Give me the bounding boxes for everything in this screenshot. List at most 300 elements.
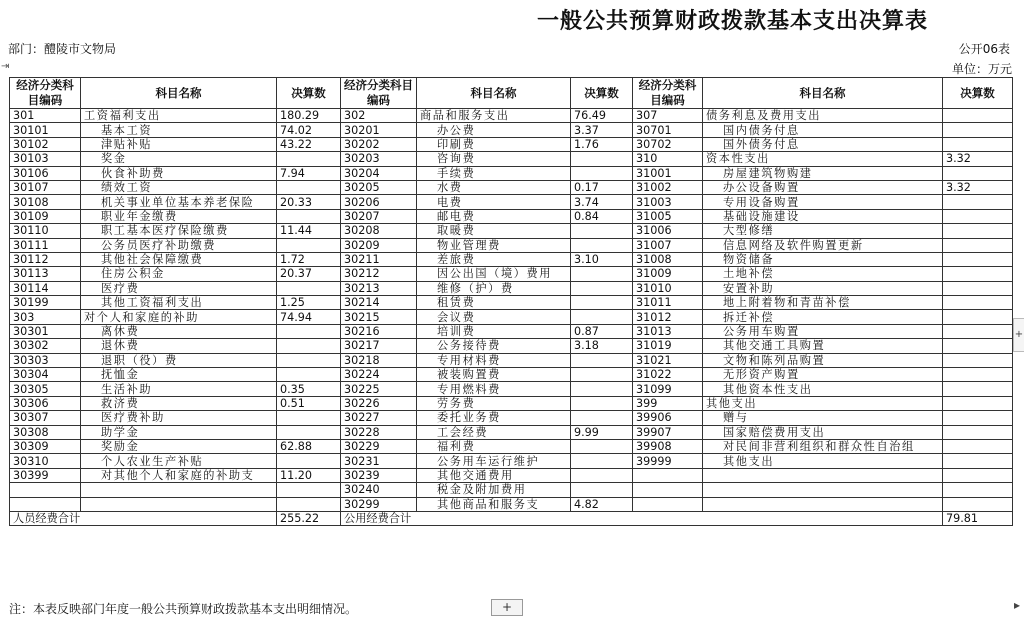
expenditure-table <box>9 77 1013 526</box>
name-cell: 资本性支出 <box>703 152 943 166</box>
table-row <box>10 454 1013 468</box>
header-name: 科目名称 <box>417 78 571 109</box>
amount-cell: 11.20 <box>277 468 341 482</box>
amount-cell <box>571 353 633 367</box>
code-cell: 30108 <box>10 195 81 209</box>
name-cell: 对民间非营利组织和群众性自治组 <box>703 439 943 453</box>
table-row <box>10 411 1013 425</box>
name-cell <box>703 483 943 497</box>
amount-cell <box>943 497 1013 511</box>
table-row <box>10 224 1013 238</box>
amount-cell: 20.33 <box>277 195 341 209</box>
code-cell: 30399 <box>10 468 81 482</box>
name-cell: 离休费 <box>81 324 277 338</box>
code-cell: 30213 <box>341 281 417 295</box>
name-cell: 无形资产购置 <box>703 368 943 382</box>
table-header-row <box>10 78 1013 109</box>
code-cell: 30204 <box>341 166 417 180</box>
name-cell: 奖励金 <box>81 439 277 453</box>
amount-cell: 0.84 <box>571 209 633 223</box>
code-cell: 30239 <box>341 468 417 482</box>
name-cell: 电费 <box>417 195 571 209</box>
name-cell: 地上附着物和青苗补偿 <box>703 296 943 310</box>
amount-cell: 3.37 <box>571 123 633 137</box>
table-row <box>10 396 1013 410</box>
page-title: 一般公共预算财政拨款基本支出决算表 <box>536 9 928 34</box>
code-cell: 31008 <box>633 252 703 266</box>
code-cell: 30310 <box>10 454 81 468</box>
code-cell: 30208 <box>341 224 417 238</box>
name-cell: 基础设施建设 <box>703 209 943 223</box>
amount-cell: 1.72 <box>277 252 341 266</box>
name-cell: 物资储备 <box>703 252 943 266</box>
name-cell: 公务员医疗补助缴费 <box>81 238 277 252</box>
code-cell: 30112 <box>10 252 81 266</box>
amount-cell <box>943 454 1013 468</box>
amount-cell: 3.32 <box>943 180 1013 194</box>
code-cell: 30114 <box>10 281 81 295</box>
amount-cell: 1.25 <box>277 296 341 310</box>
name-cell: 其他资本性支出 <box>703 382 943 396</box>
amount-cell <box>943 382 1013 396</box>
amount-cell <box>571 166 633 180</box>
code-cell: 30212 <box>341 267 417 281</box>
code-cell: 31006 <box>633 224 703 238</box>
table-row <box>10 310 1013 324</box>
public-total-value: 79.81 <box>943 511 1013 525</box>
amount-cell: 3.10 <box>571 252 633 266</box>
code-cell: 30216 <box>341 324 417 338</box>
amount-cell: 180.29 <box>277 109 341 123</box>
amount-cell <box>277 368 341 382</box>
code-cell: 30206 <box>341 195 417 209</box>
code-cell: 30217 <box>341 339 417 353</box>
name-cell: 工资福利支出 <box>81 109 277 123</box>
code-cell: 30308 <box>10 425 81 439</box>
amount-cell <box>571 368 633 382</box>
amount-cell <box>571 411 633 425</box>
amount-cell: 3.32 <box>943 152 1013 166</box>
name-cell: 房屋建筑物购建 <box>703 166 943 180</box>
name-cell: 其他工资福利支出 <box>81 296 277 310</box>
amount-cell <box>277 324 341 338</box>
name-cell: 大型修缮 <box>703 224 943 238</box>
name-cell: 国内债务付息 <box>703 123 943 137</box>
amount-cell <box>943 252 1013 266</box>
amount-cell: 7.94 <box>277 166 341 180</box>
code-cell: 31007 <box>633 238 703 252</box>
name-cell: 被装购置费 <box>417 368 571 382</box>
name-cell: 拆迁补偿 <box>703 310 943 324</box>
code-cell: 399 <box>633 396 703 410</box>
amount-cell <box>571 296 633 310</box>
amount-cell <box>571 152 633 166</box>
amount-cell <box>943 209 1013 223</box>
code-cell: 30701 <box>633 123 703 137</box>
personnel-total-label: 人员经费合计 <box>10 511 277 525</box>
name-cell: 手续费 <box>417 166 571 180</box>
amount-cell <box>277 281 341 295</box>
code-cell <box>633 497 703 511</box>
add-sheet-button[interactable]: + <box>491 599 523 616</box>
amount-cell <box>943 166 1013 180</box>
public-total-label: 公用经费合计 <box>341 511 943 525</box>
code-cell: 30307 <box>10 411 81 425</box>
amount-cell <box>943 439 1013 453</box>
name-cell: 商品和服务支出 <box>417 109 571 123</box>
code-cell: 30101 <box>10 123 81 137</box>
code-cell: 30113 <box>10 267 81 281</box>
amount-cell <box>277 209 341 223</box>
header-amount: 决算数 <box>943 78 1013 109</box>
code-cell: 30299 <box>341 497 417 511</box>
table-row <box>10 439 1013 453</box>
code-cell: 301 <box>10 109 81 123</box>
code-cell: 31005 <box>633 209 703 223</box>
amount-cell: 0.87 <box>571 324 633 338</box>
table-row <box>10 324 1013 338</box>
name-cell <box>81 497 277 511</box>
table-row <box>10 137 1013 151</box>
code-cell: 30110 <box>10 224 81 238</box>
table-row <box>10 339 1013 353</box>
name-cell: 物业管理费 <box>417 238 571 252</box>
name-cell: 取暖费 <box>417 224 571 238</box>
code-cell: 31019 <box>633 339 703 353</box>
code-cell: 30203 <box>341 152 417 166</box>
amount-cell: 3.74 <box>571 195 633 209</box>
totals-row <box>10 511 1013 525</box>
table-row <box>10 497 1013 511</box>
code-cell: 39908 <box>633 439 703 453</box>
name-cell: 专用设备购置 <box>703 195 943 209</box>
name-cell: 公务用车运行维护 <box>417 454 571 468</box>
amount-cell <box>571 454 633 468</box>
table-row <box>10 353 1013 367</box>
amount-cell: 43.22 <box>277 137 341 151</box>
code-cell: 39907 <box>633 425 703 439</box>
code-cell: 31003 <box>633 195 703 209</box>
amount-cell: 62.88 <box>277 439 341 453</box>
amount-cell <box>943 468 1013 482</box>
code-cell: 30224 <box>341 368 417 382</box>
name-cell: 医疗费 <box>81 281 277 295</box>
amount-cell <box>571 382 633 396</box>
name-cell: 退职（役）费 <box>81 353 277 367</box>
code-cell: 39999 <box>633 454 703 468</box>
name-cell: 其他交通工具购置 <box>703 339 943 353</box>
amount-cell: 20.37 <box>277 267 341 281</box>
amount-cell <box>943 483 1013 497</box>
name-cell: 其他商品和服务支 <box>417 497 571 511</box>
name-cell: 医疗费补助 <box>81 411 277 425</box>
name-cell: 津贴补贴 <box>81 137 277 151</box>
code-cell: 30215 <box>341 310 417 324</box>
code-cell: 30103 <box>10 152 81 166</box>
amount-cell <box>943 396 1013 410</box>
code-cell <box>10 483 81 497</box>
amount-cell: 4.82 <box>571 497 633 511</box>
code-cell: 30107 <box>10 180 81 194</box>
code-cell: 30305 <box>10 382 81 396</box>
code-cell: 307 <box>633 109 703 123</box>
name-cell: 公务用车购置 <box>703 324 943 338</box>
amount-cell <box>943 267 1013 281</box>
code-cell: 30227 <box>341 411 417 425</box>
code-cell: 30231 <box>341 454 417 468</box>
code-cell: 30207 <box>341 209 417 223</box>
table-row <box>10 483 1013 497</box>
amount-cell <box>277 483 341 497</box>
code-cell: 310 <box>633 152 703 166</box>
code-cell <box>633 468 703 482</box>
name-cell: 住房公积金 <box>81 267 277 281</box>
table-row <box>10 180 1013 194</box>
name-cell: 维修（护）费 <box>417 281 571 295</box>
amount-cell <box>277 152 341 166</box>
name-cell: 专用燃料费 <box>417 382 571 396</box>
name-cell: 文物和陈列品购置 <box>703 353 943 367</box>
code-cell: 31099 <box>633 382 703 396</box>
code-cell: 31022 <box>633 368 703 382</box>
amount-cell <box>571 238 633 252</box>
code-cell: 30106 <box>10 166 81 180</box>
amount-cell: 74.02 <box>277 123 341 137</box>
amount-cell <box>571 396 633 410</box>
name-cell: 助学金 <box>81 425 277 439</box>
name-cell: 赠与 <box>703 411 943 425</box>
table-row <box>10 382 1013 396</box>
table-row <box>10 238 1013 252</box>
name-cell: 职业年金缴费 <box>81 209 277 223</box>
code-cell: 30226 <box>341 396 417 410</box>
code-cell: 30218 <box>341 353 417 367</box>
name-cell: 生活补助 <box>81 382 277 396</box>
name-cell: 土地补偿 <box>703 267 943 281</box>
table-note: 注：本表反映部门年度一般公共预算财政拨款基本支出明细情况。 <box>9 602 358 616</box>
name-cell: 培训费 <box>417 324 571 338</box>
name-cell <box>703 468 943 482</box>
amount-cell: 9.99 <box>571 425 633 439</box>
amount-cell <box>277 497 341 511</box>
code-cell: 30304 <box>10 368 81 382</box>
table-row <box>10 109 1013 123</box>
name-cell: 差旅费 <box>417 252 571 266</box>
name-cell: 公务接待费 <box>417 339 571 353</box>
table-row <box>10 252 1013 266</box>
code-cell: 30225 <box>341 382 417 396</box>
amount-cell <box>277 353 341 367</box>
code-cell: 31001 <box>633 166 703 180</box>
header-amount: 决算数 <box>277 78 341 109</box>
amount-cell: 0.17 <box>571 180 633 194</box>
code-cell: 31021 <box>633 353 703 367</box>
code-cell: 30702 <box>633 137 703 151</box>
table-row <box>10 368 1013 382</box>
amount-cell <box>277 411 341 425</box>
amount-cell <box>943 339 1013 353</box>
name-cell: 办公设备购置 <box>703 180 943 194</box>
name-cell: 其他支出 <box>703 396 943 410</box>
amount-cell: 0.51 <box>277 396 341 410</box>
code-cell <box>10 497 81 511</box>
name-cell: 奖金 <box>81 152 277 166</box>
name-cell: 对其他个人和家庭的补助支 <box>81 468 277 482</box>
name-cell: 对个人和家庭的补助 <box>81 310 277 324</box>
amount-cell: 11.44 <box>277 224 341 238</box>
code-cell: 30109 <box>10 209 81 223</box>
table-row <box>10 296 1013 310</box>
name-cell: 个人农业生产补贴 <box>81 454 277 468</box>
amount-cell <box>571 468 633 482</box>
name-cell: 信息网络及软件购置更新 <box>703 238 943 252</box>
code-cell: 31002 <box>633 180 703 194</box>
code-cell <box>633 483 703 497</box>
name-cell: 救济费 <box>81 396 277 410</box>
table-row <box>10 209 1013 223</box>
code-cell: 30301 <box>10 324 81 338</box>
department-label: 部门：醴陵市文物局 <box>8 42 117 56</box>
header-code: 经济分类科目编码 <box>341 78 417 109</box>
code-cell: 30202 <box>341 137 417 151</box>
name-cell: 工会经费 <box>417 425 571 439</box>
amount-cell <box>571 267 633 281</box>
name-cell: 安置补助 <box>703 281 943 295</box>
amount-cell <box>571 281 633 295</box>
amount-cell <box>277 339 341 353</box>
unit-label: 单位：万元 <box>951 62 1012 76</box>
code-cell: 30201 <box>341 123 417 137</box>
code-cell: 31010 <box>633 281 703 295</box>
name-cell: 机关事业单位基本养老保险 <box>81 195 277 209</box>
name-cell: 专用材料费 <box>417 353 571 367</box>
amount-cell <box>943 353 1013 367</box>
table-row <box>10 281 1013 295</box>
code-cell: 30199 <box>10 296 81 310</box>
amount-cell <box>943 123 1013 137</box>
amount-cell <box>943 324 1013 338</box>
amount-cell <box>943 310 1013 324</box>
code-cell: 30228 <box>341 425 417 439</box>
table-row <box>10 152 1013 166</box>
name-cell: 其他社会保障缴费 <box>81 252 277 266</box>
code-cell: 30229 <box>341 439 417 453</box>
amount-cell <box>943 238 1013 252</box>
code-cell: 31013 <box>633 324 703 338</box>
name-cell: 劳务费 <box>417 396 571 410</box>
name-cell <box>81 483 277 497</box>
amount-cell <box>571 224 633 238</box>
amount-cell <box>943 296 1013 310</box>
amount-cell: 76.49 <box>571 109 633 123</box>
code-cell: 39906 <box>633 411 703 425</box>
name-cell: 邮电费 <box>417 209 571 223</box>
personnel-total-value: 255.22 <box>277 511 341 525</box>
code-cell: 30205 <box>341 180 417 194</box>
code-cell: 30306 <box>10 396 81 410</box>
header-name: 科目名称 <box>81 78 277 109</box>
amount-cell: 3.18 <box>571 339 633 353</box>
name-cell: 办公费 <box>417 123 571 137</box>
amount-cell <box>943 281 1013 295</box>
code-cell: 31009 <box>633 267 703 281</box>
name-cell: 税金及附加费用 <box>417 483 571 497</box>
name-cell <box>703 497 943 511</box>
name-cell: 伙食补助费 <box>81 166 277 180</box>
amount-cell <box>943 425 1013 439</box>
code-cell: 303 <box>10 310 81 324</box>
name-cell: 国外债务付息 <box>703 137 943 151</box>
name-cell: 债务利息及费用支出 <box>703 109 943 123</box>
code-cell: 30214 <box>341 296 417 310</box>
table-row <box>10 123 1013 137</box>
code-cell: 30302 <box>10 339 81 353</box>
name-cell: 退休费 <box>81 339 277 353</box>
amount-cell <box>943 109 1013 123</box>
table-row <box>10 267 1013 281</box>
code-cell: 302 <box>341 109 417 123</box>
name-cell: 国家赔偿费用支出 <box>703 425 943 439</box>
name-cell: 职工基本医疗保险缴费 <box>81 224 277 238</box>
amount-cell <box>277 238 341 252</box>
row-expand-icon[interactable]: ⇥ <box>1 61 10 72</box>
amount-cell <box>277 180 341 194</box>
name-cell: 水费 <box>417 180 571 194</box>
header-name: 科目名称 <box>703 78 943 109</box>
table-row <box>10 425 1013 439</box>
amount-cell <box>943 195 1013 209</box>
amount-cell <box>571 439 633 453</box>
side-expand-icon[interactable]: + <box>1013 318 1024 352</box>
table-row <box>10 468 1013 482</box>
header-code: 经济分类科目编码 <box>633 78 703 109</box>
code-cell: 30309 <box>10 439 81 453</box>
scroll-right-icon[interactable]: ▸ <box>1013 598 1020 612</box>
amount-cell: 74.94 <box>277 310 341 324</box>
name-cell: 会议费 <box>417 310 571 324</box>
amount-cell <box>943 224 1013 238</box>
name-cell: 福利费 <box>417 439 571 453</box>
table-row <box>10 195 1013 209</box>
amount-cell: 1.76 <box>571 137 633 151</box>
table-number: 公开06表 <box>958 42 1010 56</box>
name-cell: 租赁费 <box>417 296 571 310</box>
amount-cell <box>571 483 633 497</box>
code-cell: 30211 <box>341 252 417 266</box>
amount-cell: 0.35 <box>277 382 341 396</box>
code-cell: 30240 <box>341 483 417 497</box>
name-cell: 其他交通费用 <box>417 468 571 482</box>
code-cell: 30111 <box>10 238 81 252</box>
name-cell: 绩效工资 <box>81 180 277 194</box>
code-cell: 31011 <box>633 296 703 310</box>
name-cell: 其他支出 <box>703 454 943 468</box>
name-cell: 抚恤金 <box>81 368 277 382</box>
code-cell: 31012 <box>633 310 703 324</box>
amount-cell <box>943 137 1013 151</box>
header-amount: 决算数 <box>571 78 633 109</box>
amount-cell <box>277 454 341 468</box>
code-cell: 30209 <box>341 238 417 252</box>
name-cell: 咨询费 <box>417 152 571 166</box>
amount-cell <box>277 425 341 439</box>
name-cell: 基本工资 <box>81 123 277 137</box>
amount-cell <box>571 310 633 324</box>
name-cell: 因公出国（境）费用 <box>417 267 571 281</box>
header-code: 经济分类科目编码 <box>10 78 81 109</box>
code-cell: 30303 <box>10 353 81 367</box>
amount-cell <box>943 368 1013 382</box>
